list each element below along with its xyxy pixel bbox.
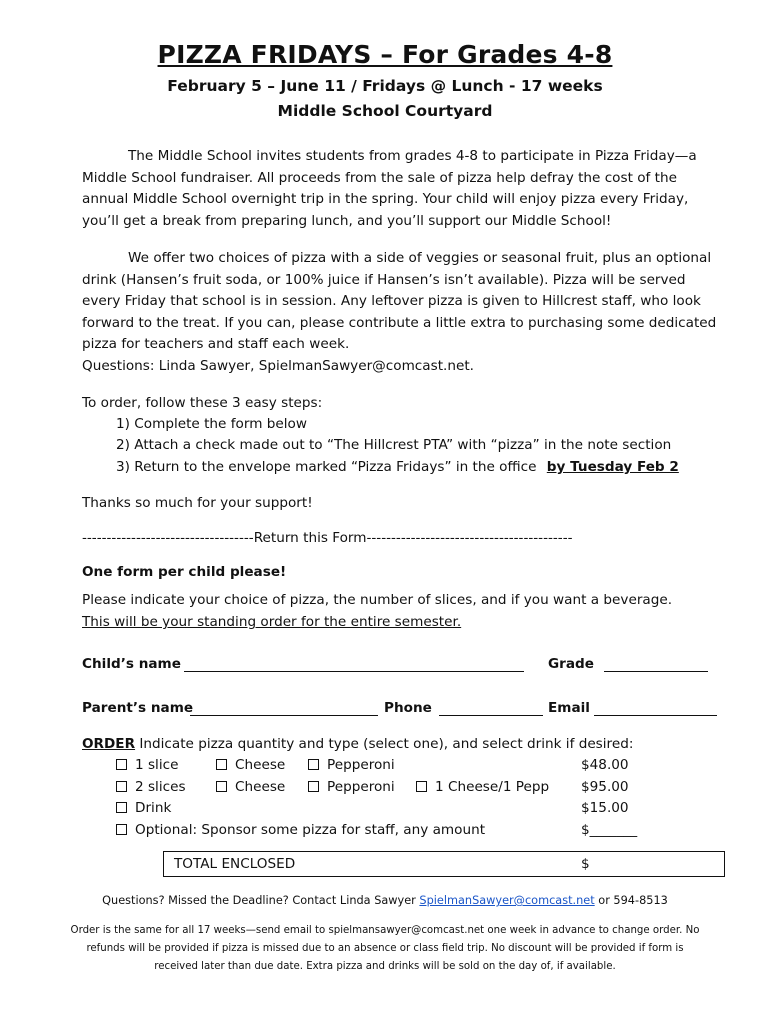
step-1: 1) Complete the form below	[116, 416, 307, 432]
total-enclosed-amount[interactable]: $	[581, 856, 590, 872]
form-instructions: Please indicate your choice of pizza, the number of slices, and if you want a beverage.	[82, 592, 673, 608]
separator-right: ------------------------------------------	[366, 530, 573, 546]
checkbox-icon[interactable]	[216, 781, 227, 792]
phone-label: Phone	[384, 700, 432, 716]
checkbox-icon[interactable]	[116, 781, 127, 792]
page-title: PIZZA FRIDAYS – For Grades 4-8	[157, 40, 613, 69]
option-pepperoni-1[interactable]: Pepperoni	[308, 757, 395, 773]
intro-paragraph-1: The Middle School invites students from grades 4-8 to participate in Pizza Friday—a Middle School fundraiser. All proceeds from the sale of pizza help defray the cost of the annual Middle School overnight trip in the spring. Your child will enjoy pizza every Friday, you’ll get a break from preparing lunch, and you’ll support our Middle School!	[82, 148, 697, 229]
separator-left: -----------------------------------	[82, 530, 254, 546]
email-field[interactable]	[594, 715, 717, 716]
footer-contact-text: Questions? Missed the Deadline? Contact Linda Sawyer	[102, 894, 416, 907]
step-2: 2) Attach a check made out to “The Hillcrest PTA” with “pizza” in the note section	[116, 437, 672, 453]
checkbox-icon[interactable]	[116, 759, 127, 770]
total-enclosed-label: TOTAL ENCLOSED	[174, 856, 296, 872]
step-3-deadline: by Tuesday Feb 2	[546, 459, 679, 475]
return-form-separator	[82, 530, 718, 546]
footer-contact	[0, 894, 770, 907]
option-cheese-1[interactable]: Cheese	[216, 757, 285, 773]
order-label: ORDER	[82, 736, 136, 752]
footer-fine-print: Order is the same for all 17 weeks—send email to spielmansawyer@comcast.net one week in advance to change order. No refunds will be provided if pizza is missed due to an absence or class field trip. No discount will be provided if form is received later than due date. Extra pizza and drinks will be sold on the day of, if available.	[70, 925, 700, 972]
option-two-slices[interactable]: 2 slices	[116, 779, 186, 795]
separator-label: Return this Form	[253, 530, 367, 546]
checkbox-icon[interactable]	[308, 781, 319, 792]
phone-field[interactable]	[439, 715, 543, 716]
grade-field[interactable]	[604, 671, 708, 672]
option-cheese-2[interactable]: Cheese	[216, 779, 285, 795]
price-one-slice: $48.00	[581, 757, 629, 773]
child-name-field[interactable]	[184, 671, 524, 672]
steps-intro: To order, follow these 3 easy steps:	[82, 395, 323, 411]
checkbox-icon[interactable]	[116, 824, 127, 835]
option-sponsor[interactable]: Optional: Sponsor some pizza for staff, any amount	[116, 822, 485, 838]
questions-line: Questions: Linda Sawyer, SpielmanSawyer@comcast.net.	[82, 358, 474, 374]
footer-contact-phone: or 594-8513	[598, 894, 668, 907]
email-label: Email	[548, 700, 590, 716]
price-sponsor[interactable]: $_______	[581, 822, 638, 838]
order-instructions: Indicate pizza quantity and type (select one), and select drink if desired:	[139, 736, 634, 752]
parent-name-field[interactable]	[190, 715, 378, 716]
parent-name-label: Parent’s name	[82, 700, 194, 716]
option-drink[interactable]: Drink	[116, 800, 171, 816]
child-name-label: Child’s name	[82, 656, 181, 672]
checkbox-icon[interactable]	[416, 781, 427, 792]
option-pepperoni-2[interactable]: Pepperoni	[308, 779, 395, 795]
option-combo[interactable]: 1 Cheese/1 Pepp	[416, 779, 549, 795]
step-3-text: 3) Return to the envelope marked “Pizza Fridays” in the office	[116, 459, 537, 475]
price-drink: $15.00	[581, 800, 629, 816]
checkbox-icon[interactable]	[308, 759, 319, 770]
standing-order-note: This will be your standing order for the entire semester.	[82, 614, 462, 630]
checkbox-icon[interactable]	[216, 759, 227, 770]
footer-contact-email[interactable]: SpielmanSawyer@comcast.net	[419, 894, 595, 907]
order-instructions-line	[82, 734, 633, 754]
price-two-slices: $95.00	[581, 779, 629, 795]
checkbox-icon[interactable]	[116, 802, 127, 813]
intro-paragraph-2: We offer two choices of pizza with a side of veggies or seasonal fruit, plus an optional drink (Hansen’s fruit soda, or 100% juice if Hansen’s isn’t available). Pizza will be served every Friday that school is in session. Any leftover pizza is given to Hillcrest staff, who look forward to the treat. If you can, please contribute a little extra to purchasing some dedicated pizza for teachers and staff each week.	[82, 250, 717, 353]
grade-label: Grade	[548, 656, 594, 672]
thanks-line: Thanks so much for your support!	[82, 495, 313, 511]
one-form-notice: One form per child please!	[82, 564, 287, 580]
location-subtitle: Middle School Courtyard	[277, 102, 493, 120]
schedule-subtitle: February 5 – June 11 / Fridays @ Lunch - 17 weeks	[167, 77, 603, 95]
option-one-slice[interactable]: 1 slice	[116, 757, 178, 773]
step-3	[116, 457, 679, 477]
